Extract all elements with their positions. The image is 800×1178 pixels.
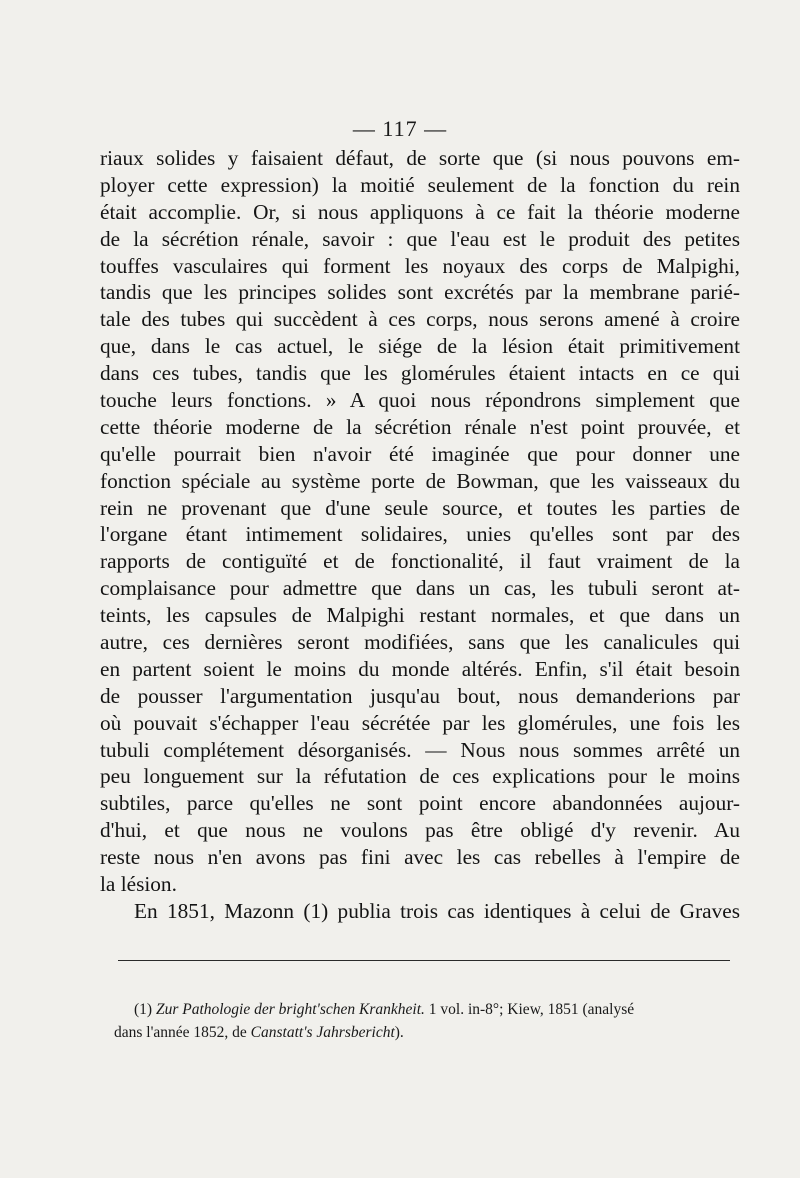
footnote-details: 1 vol. in-8°; Kiew, 1851 (analysé	[428, 1001, 635, 1018]
text-line: en partent soient le moins du monde altérés. Enfin, s'il était besoin	[100, 656, 740, 681]
text-line: peu longuement sur la réfutation de ces explications pour le moins	[100, 764, 740, 789]
footnote-divider	[118, 960, 730, 961]
paragraph-end-line: la lésion.	[100, 872, 177, 897]
text-line: d'hui, et que nous ne voulons pas être obligé d'y revenir. Au	[100, 818, 740, 843]
text-line: l'organe étant intimement solidaires, unies qu'elles sont par des	[100, 522, 740, 547]
text-line: subtiles, parce qu'elles ne sont point encore abandonnées aujour-	[100, 791, 740, 816]
footnote	[114, 998, 734, 1044]
text-line: teints, les capsules de Malpighi restant normales, et que dans un	[100, 603, 740, 628]
text-line: tandis que les principes solides sont excrétés par la membrane parié-	[100, 280, 740, 305]
text-line: tubuli complétement désorganisés. — Nous nous sommes arrêté un	[100, 737, 740, 762]
text-line: dans ces tubes, tandis que les glomérules étaient intacts en ce qui	[100, 361, 740, 386]
footnote-line	[114, 1021, 734, 1044]
body-text	[100, 145, 740, 925]
text-line: complaisance pour admettre que dans un cas, les tubuli seront at-	[100, 576, 740, 601]
text-line: cette théorie moderne de la sécrétion rénale n'est point prouvée, et	[100, 414, 740, 439]
paragraph-start-line: En 1851, Mazonn (1) publia trois cas identiques à celui de Graves	[134, 898, 740, 923]
text-line: autre, ces dernières seront modifiées, sans que les canalicules qui	[100, 630, 740, 655]
text-line: riaux solides y faisaient défaut, de sorte que (si nous pouvons em-	[100, 146, 740, 170]
text-line: touffes vasculaires qui forment les noyaux des corps de Malpighi,	[100, 253, 740, 278]
footnote-cited-title: Zur Pathologie der bright'schen Krankheit.	[155, 1001, 425, 1018]
footnote-marker: (1)	[134, 1001, 153, 1018]
text-line: rapports de contiguïté et de fonctionalité, il faut vraiment de la	[100, 549, 740, 574]
text-line: était accomplie. Or, si nous appliquons à ce fait la théorie moderne	[100, 199, 740, 224]
text-line: où pouvait s'échapper l'eau sécrétée par les glomérules, une fois les	[100, 710, 740, 735]
text-line: ployer cette expression) la moitié seulement de la fonction du rein	[100, 172, 740, 197]
text-line: tale des tubes qui succèdent à ces corps, nous serons amené à croire	[100, 307, 740, 332]
footnote-line2-suffix: ).	[394, 1024, 404, 1041]
footnote-line	[114, 998, 734, 1021]
footnote-journal: Canstatt's Jahrsbericht	[250, 1024, 395, 1041]
text-line: reste nous n'en avons pas fini avec les cas rebelles à l'empire de	[100, 845, 740, 870]
text-line: de la sécrétion rénale, savoir : que l'eau est le produit des petites	[100, 226, 740, 251]
text-line: qu'elle pourrait bien n'avoir été imaginée que pour donner une	[100, 441, 740, 466]
footnote-line2-prefix: dans l'année 1852, de	[114, 1024, 247, 1041]
text-line: que, dans le cas actuel, le siége de la lésion était primitivement	[100, 334, 740, 359]
text-line: fonction spéciale au système porte de Bowman, que les vaisseaux du	[100, 468, 740, 493]
text-line: touche leurs fonctions. » A quoi nous répondrons simplement que	[100, 388, 740, 413]
text-line: rein ne provenant que d'une seule source, et toutes les parties de	[100, 495, 740, 520]
page-number: — 117 —	[352, 116, 448, 141]
text-line: de pousser l'argumentation jusqu'au bout, nous demanderions par	[100, 683, 740, 708]
